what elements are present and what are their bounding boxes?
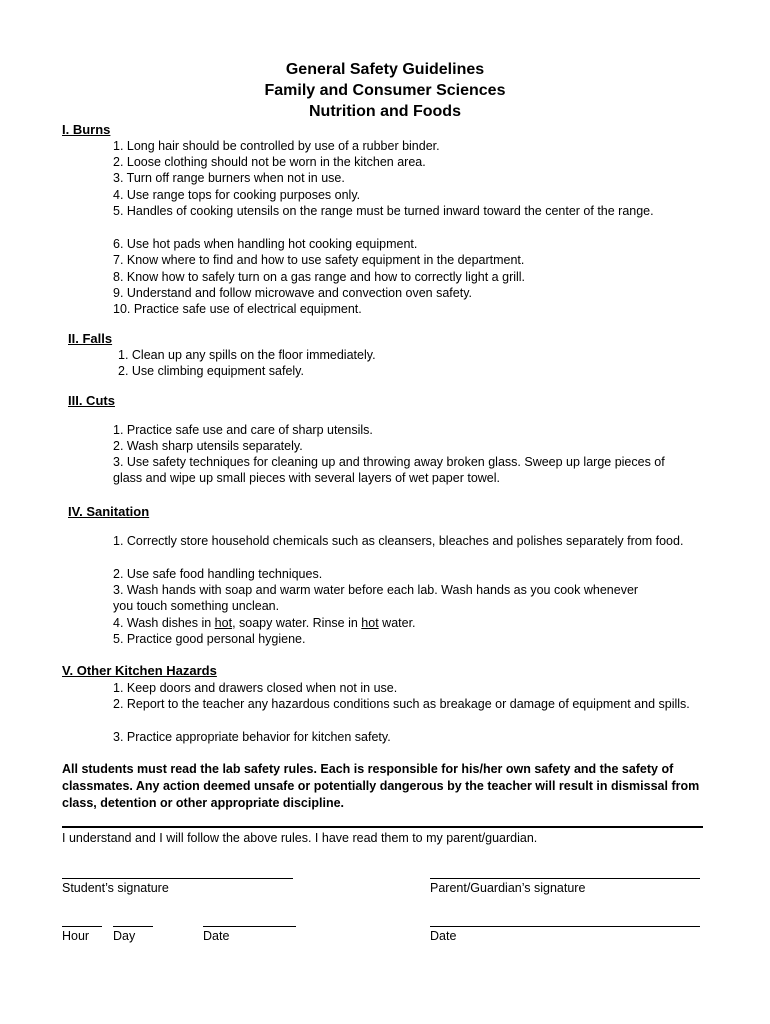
list-item: 3. Turn off range burners when not in use.	[113, 171, 345, 185]
parent-signature-label: Parent/Guardian’s signature	[430, 881, 586, 895]
day-line[interactable]	[113, 926, 153, 927]
agreement-statement: I understand and I will follow the above rules. I have read them to my parent/guardian.	[62, 831, 538, 845]
list-item: 10. Practice safe use of electrical equipment.	[113, 302, 362, 316]
list-item: 4. Use range tops for cooking purposes only.	[113, 188, 361, 202]
list-item: 6. Use hot pads when handling hot cooking equipment.	[113, 237, 418, 251]
list-item: 5. Handles of cooking utensils on the range must be turned inward toward the center of the range.	[113, 204, 654, 218]
day-label: Day	[113, 929, 136, 943]
list-item: 2. Wash sharp utensils separately.	[113, 439, 303, 453]
document-title: General Safety Guidelines	[285, 61, 485, 78]
student-signature-label: Student’s signature	[62, 881, 169, 895]
date-line-left[interactable]	[203, 926, 296, 927]
hour-line[interactable]	[62, 926, 102, 927]
list-item: 3. Use safety techniques for cleaning up and throwing away broken glass. Sweep up large pieces of glass and wipe up small pieces with several layers of wet paper towel.	[113, 455, 665, 486]
list-item: 5. Practice good personal hygiene.	[113, 632, 306, 646]
item-text: water.	[378, 616, 416, 630]
emphasis-hot: hot	[361, 616, 379, 630]
list-item: 1. Practice safe use and care of sharp utensils.	[113, 423, 373, 437]
list-item: 8. Know how to safely turn on a gas range and how to correctly light a grill.	[113, 270, 526, 284]
section-heading-other-hazards: V. Other Kitchen Hazards	[62, 663, 217, 678]
list-item: 9. Understand and follow microwave and convection oven safety.	[113, 286, 472, 300]
document-subtitle-topic: Nutrition and Foods	[309, 103, 461, 120]
divider	[62, 826, 703, 828]
list-item: 3. Wash hands with soap and warm water before each lab. Wash hands as you cook whenever you touch something unclean.	[113, 583, 639, 614]
student-signature-line[interactable]	[62, 878, 293, 879]
list-item: 2. Report to the teacher any hazardous conditions such as breakage or damage of equipment and spills.	[113, 697, 690, 711]
item-text: 4. Wash dishes in	[113, 616, 215, 630]
hour-label: Hour	[62, 929, 90, 943]
emphasis-hot: hot	[214, 616, 233, 630]
parent-signature-line[interactable]	[430, 878, 700, 879]
list-item	[113, 615, 416, 631]
list-item: 2. Loose clothing should not be worn in the kitchen area.	[113, 155, 426, 169]
date-line-right[interactable]	[430, 926, 700, 927]
lab-safety-notice: All students must read the lab safety rules. Each is responsible for his/her own safety and the safety of classmates. Any action deemed unsafe or potentially dangerous by the teacher will result in dismissal from class, detention or other appropriate discipline.	[62, 762, 700, 810]
section-heading-sanitation: IV. Sanitation	[68, 504, 150, 519]
list-item: 3. Practice appropriate behavior for kitchen safety.	[113, 730, 391, 744]
list-item: 1. Long hair should be controlled by use of a rubber binder.	[113, 139, 440, 153]
section-heading-cuts: III. Cuts	[68, 393, 115, 408]
date-label-right: Date	[430, 929, 457, 943]
section-heading-burns: I. Burns	[62, 122, 111, 137]
list-item: 1. Clean up any spills on the floor immediately.	[118, 348, 376, 362]
list-item: 7. Know where to find and how to use safety equipment in the department.	[113, 253, 525, 267]
section-heading-falls: II. Falls	[68, 331, 113, 346]
document-subtitle-course: Family and Consumer Sciences	[264, 82, 506, 99]
list-item: 1. Correctly store household chemicals such as cleansers, bleaches and polishes separately from food.	[113, 534, 684, 548]
list-item: 2. Use climbing equipment safely.	[118, 364, 304, 378]
item-text: , soapy water. Rinse in	[232, 616, 362, 630]
list-item: 1. Keep doors and drawers closed when not in use.	[113, 681, 398, 695]
list-item: 2. Use safe food handling techniques.	[113, 567, 323, 581]
date-label-left: Date	[203, 929, 230, 943]
